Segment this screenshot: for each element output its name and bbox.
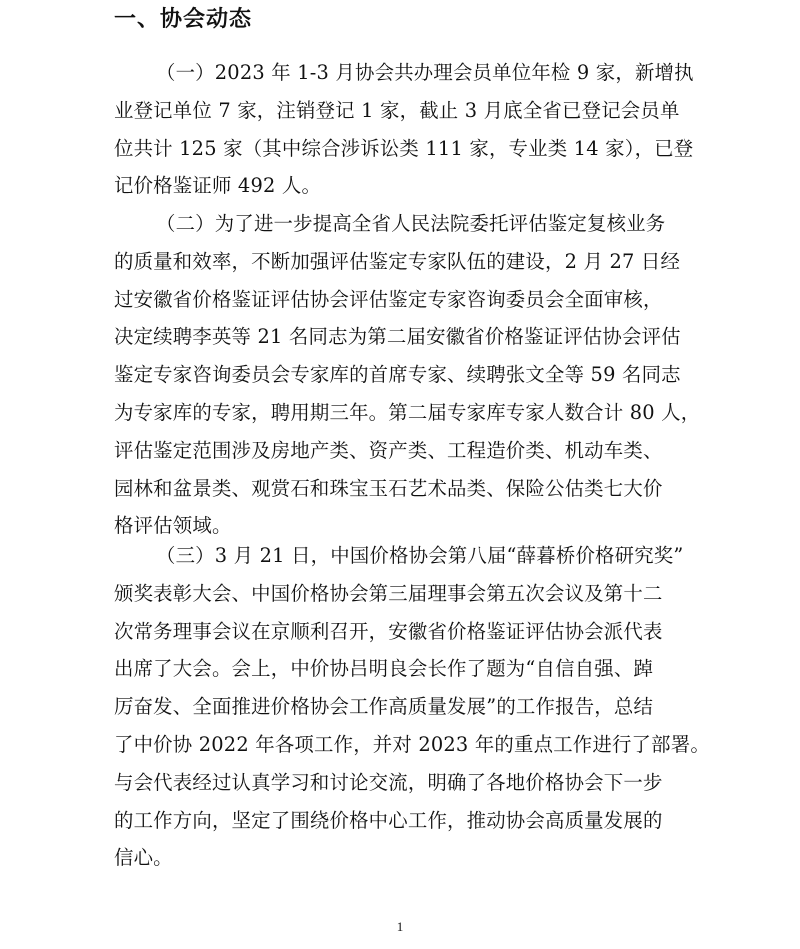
paragraph-line: （一）2023 年 1-3 月协会共办理会员单位年检 9 家，新增执 [156, 61, 694, 84]
paragraph-line: 园林和盆景类、观赏石和珠宝玉石艺术品类、保险公估类七大价 [114, 476, 663, 500]
paragraph-line: 颁奖表彰大会、中国价格协会第三届理事会第五次会议及第十二 [114, 581, 663, 605]
paragraph-expert-committee [114, 205, 700, 545]
paragraph-line: 的工作方向，坚定了围绕价格中心工作，推动协会高质量发展的 [114, 808, 663, 832]
paragraph-line: 次常务理事会议在京顺利召开，安徽省价格鉴证评估协会派代表 [114, 619, 663, 643]
paragraph-line: 业登记单位 7 家，注销登记 1 家，截止 3 月底全省已登记会员单 [114, 98, 680, 122]
paragraph-line: 评估鉴定范围涉及房地产类、资产类、工程造价类、机动车类、 [114, 438, 663, 462]
paragraph-membership [114, 54, 694, 205]
paragraph-line: 信心。 [114, 846, 173, 870]
paragraph-line: 的质量和效率，不断加强评估鉴定专家队伍的建设，2 月 27 日经 [114, 249, 681, 273]
paragraph-line: （三）3 月 21 日，中国价格协会第八届“薛暮桥价格研究奖” [156, 544, 684, 567]
paragraph-line: 记价格鉴证师 492 人。 [114, 174, 322, 198]
paragraph-conference [114, 537, 710, 877]
section-heading: 一、协会动态 [114, 7, 253, 32]
paragraph-line: 决定续聘李英等 21 名同志为第二届安徽省价格鉴证评估协会评估 [114, 325, 681, 349]
paragraph-line: 位共计 125 家（其中综合涉诉讼类 111 家，专业类 14 家），已登 [114, 136, 694, 160]
paragraph-line: 了中价协 2022 年各项工作，并对 2023 年的重点工作进行了部署。 [114, 732, 710, 756]
paragraph-line: 与会代表经过认真学习和讨论交流，明确了各地价格协会下一步 [114, 770, 663, 794]
paragraph-line: 格评估领域。 [114, 514, 232, 538]
paragraph-line: （二）为了进一步提高全省人民法院委托评估鉴定复核业务 [156, 212, 666, 235]
paragraph-line: 鉴定专家咨询委员会专家库的首席专家、续聘张文全等 59 名同志 [114, 363, 681, 387]
page-number: 1 [396, 919, 404, 934]
paragraph-line: 为专家库的专家，聘用期三年。第二届专家库专家人数合计 80 人， [114, 400, 701, 424]
paragraph-line: 出席了大会。会上，中价协吕明良会长作了题为“自信自强、踔 [114, 657, 654, 681]
paragraph-line: 过安徽省价格鉴证评估协会评估鉴定专家咨询委员会全面审核， [114, 287, 663, 311]
paragraph-line: 厉奋发、全面推进价格协会工作高质量发展”的工作报告，总结 [114, 695, 654, 719]
